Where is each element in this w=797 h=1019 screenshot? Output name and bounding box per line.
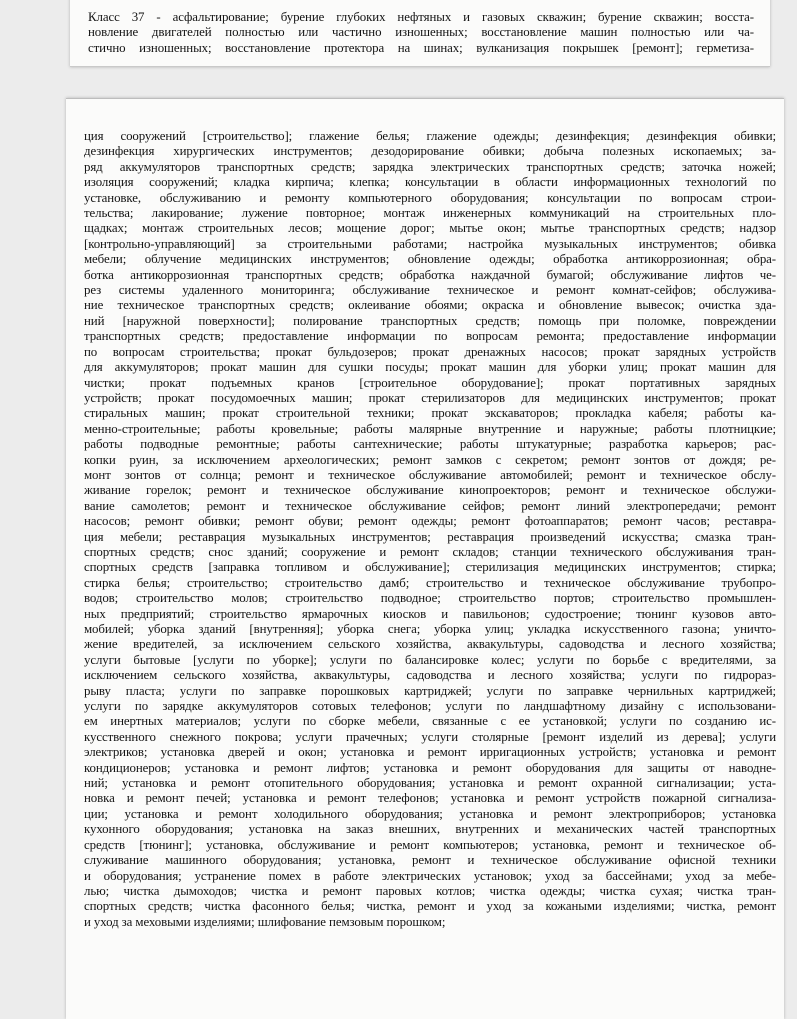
text-line: для аккумуляторов; прокат машин для сушки посуды; прокат машин для уборки улиц; прокат машин для [84,360,776,375]
text-line: спортных средств; чистка фасонного белья; чистка, ремонт и уход за кожаными изделиями; чистка, ремонт [84,899,776,914]
page-main [66,98,784,1019]
text-line: кухонного оборудования; установка на заказ внешних, внутренних и механических частей транспортных [84,822,776,837]
text-line: ных предприятий; строительство ярмарочных киосков и павильонов; судостроение; тюнинг кузовов авто- [84,606,776,621]
text-line: установке, обслуживанию и ремонту компьютерного оборудования; консультации по вопросам строи- [84,190,776,205]
text-line: ботка антикоррозионная транспортных средств; обработка наждачной бумагой; обслуживание лифтов че- [84,267,776,282]
text-line: жение вредителей, за исключением сельского хозяйства, аквакультуры, садоводства и лесного хозяйства; [84,637,776,652]
page-top [70,0,770,67]
text-line: и уход за меховыми изделиями; шлифование пемзовым порошком; [84,914,446,929]
text-line: служивание машинного оборудования; установка, ремонт и техническое обслуживание офисной техники [84,853,776,868]
text-line: мебели; облучение медицинских инструментов; обновление одежды; обработка антикоррозионная; обра- [84,252,776,267]
text-line: исключением сельского хозяйства, аквакультуры, садоводства и лесного хозяйства; услуги по гидрораз- [84,668,776,683]
text-line: ний [наружной поверхности]; полирование транспортных средств; помощь при поломке, повреждении [84,313,776,328]
text-line: рез системы удаленного мониторинга; обслуживание техническое и ремонт комнат-сейфов; обслужива- [84,283,776,298]
text-line: живание горелок; ремонт и техническое обслуживание кинопроекторов; ремонт и техническое обслужи- [84,483,776,498]
text-line: мобилей; уборка зданий [внутренняя]; уборка снега; уборка улиц; укладка искусственного газона; уничто- [84,622,776,636]
text-line: услуги бытовые [услуги по уборке]; услуги по балансировке колес; услуги по борьбе с вредителями, за [84,652,776,667]
text-line: по вопросам строительства; прокат бульдозеров; прокат дренажных насосов; прокат зарядных устройств [84,344,776,359]
text-line: монт зонтов от солнца; ремонт и техническое обслуживание автомобилей; ремонт и техническое обслу- [84,467,776,482]
text-line: работы подводные ремонтные; работы сантехнические; работы штукатурные; разработка карьеров; рас- [84,437,776,452]
text-line: ция мебели; реставрация музыкальных инструментов; реставрация произведений искусства; смазка тран- [84,529,776,544]
text-line: услуги по зарядке аккумуляторов сотовых телефонов; услуги по ландшафтному дизайну с использовани- [84,699,776,714]
text-line: Класс 37 - асфальтирование; бурение глубоких нефтяных и газовых скважин; бурение скважин; восста- [88,10,754,24]
text-line: спортных средств; снос зданий; сооружение и ремонт складов; станции технического обслуживания тран- [84,544,776,559]
text-line: кондиционеров; установка и ремонт лифтов; установка и ремонт оборудования для защиты от наводне- [84,760,776,775]
text-line: средств [тюнинг]; установка, обслуживание и ремонт компьютеров; установка, ремонт и техническое об- [84,837,776,852]
text-line: электриков; установка дверей и окон; установка и ремонт ирригационных устройств; установка и ремонт [84,745,776,760]
text-line: транспортных средств; предоставление информации по вопросам ремонта; предоставление информации [84,329,776,344]
text-line: ем инертных материалов; услуги по сборке мебели, связанные с ее установкой; услуги по созданию ис- [84,714,776,729]
text-line: ции; установка и ремонт холодильного оборудования; установка и ремонт электроприборов; установка [84,806,776,821]
text-line: устройств; прокат посудомоечных машин; прокат стерилизаторов для медицинских инструментов; прокат [84,390,776,405]
text-line: лью; чистка дымоходов; чистка и ремонт паровых котлов; чистка одежды; чистка сухая; чистка тран- [84,883,776,898]
text-line: ция сооружений [строительство]; глажение белья; глажение одежды; дезинфекция; дезинфекция обивки; [84,129,776,143]
page-top-text [88,10,754,56]
text-line: ний; установка и ремонт отопительного оборудования; установка и ремонт охранной сигнализации; уста- [84,776,776,791]
text-line: кусственного снежного покрова; услуги прачечных; услуги столярные [ремонт изделий из дерева]; услуги [84,729,776,744]
text-line: изоляция сооружений; кладка кирпича; клепка; консультации в области информационных технологий по [84,175,776,190]
text-line: дезинфекция хирургических инструментов; дезодорирование обивки; добыча полезных ископаемых; за- [84,144,776,159]
text-line: спортных средств [заправка топливом и обслуживание]; стерилизация медицинских инструментов; стирка; [84,560,776,575]
text-line: стиральных машин; прокат строительной техники; прокат экскаваторов; прокладка кабеля; работы ка- [84,406,776,421]
text-line: рыву пласта; услуги по заправке порошковых картриджей; услуги по заправке чернильных картриджей; [84,683,776,698]
page-main-text [84,129,776,930]
text-line: чистки; прокат подъемных кранов [строительное оборудование]; прокат портативных зарядных [84,375,776,390]
text-line: щадках; монтаж строительных лесов; мощение дорог; мытье окон; мытье транспортных средств; надзор [84,221,776,236]
text-line: стирка белья; строительство; строительство дамб; строительство и техническое обслуживание трубопро- [84,575,776,590]
text-line: [контрольно-управляющий] за строительными работами; настройка музыкальных инструментов; обивка [84,236,776,251]
text-line: новление двигателей полностью или частично изношенных; восстановление машин полностью или ча- [88,25,754,40]
text-line: новка и ремонт печей; установка и ремонт телефонов; установка и ремонт устройств пожарной сигнализа- [84,791,776,806]
text-line: насосов; ремонт обивки; ремонт обуви; ремонт одежды; ремонт фотоаппаратов; ремонт часов; реставра- [84,514,776,529]
text-line: ряд аккумуляторов транспортных средств; зарядка электрических транспортных средств; заточка ножей; [84,159,776,174]
text-line: и оборудования; устранение помех в работе электрических установок; уход за бассейнами; уход за мебе- [84,868,776,883]
text-line: вание самолетов; ремонт и техническое обслуживание сейфов; ремонт линий электропередачи; ремонт [84,498,776,513]
text-line: стично изношенных; восстановление протектора на шинах; вулканизация покрышек [ремонт]; герметиза- [88,40,754,55]
text-line: менно-строительные; работы кровельные; работы малярные внутренние и наружные; работы плотницкие; [84,421,776,436]
text-line: водов; строительство молов; строительство подводное; строительство портов; строительство промышлен- [84,591,776,606]
text-line: тельства; лакирование; лужение повторное; монтаж инженерных коммуникаций на строительных пло- [84,206,776,221]
text-line: копки руин, за исключением археологических; ремонт замков с секретом; ремонт зонтов от дождя; ре- [84,452,776,467]
text-line: ние техническое транспортных средств; оклеивание обоями; окраска и обновление вывесок; очистка зда- [84,298,776,313]
